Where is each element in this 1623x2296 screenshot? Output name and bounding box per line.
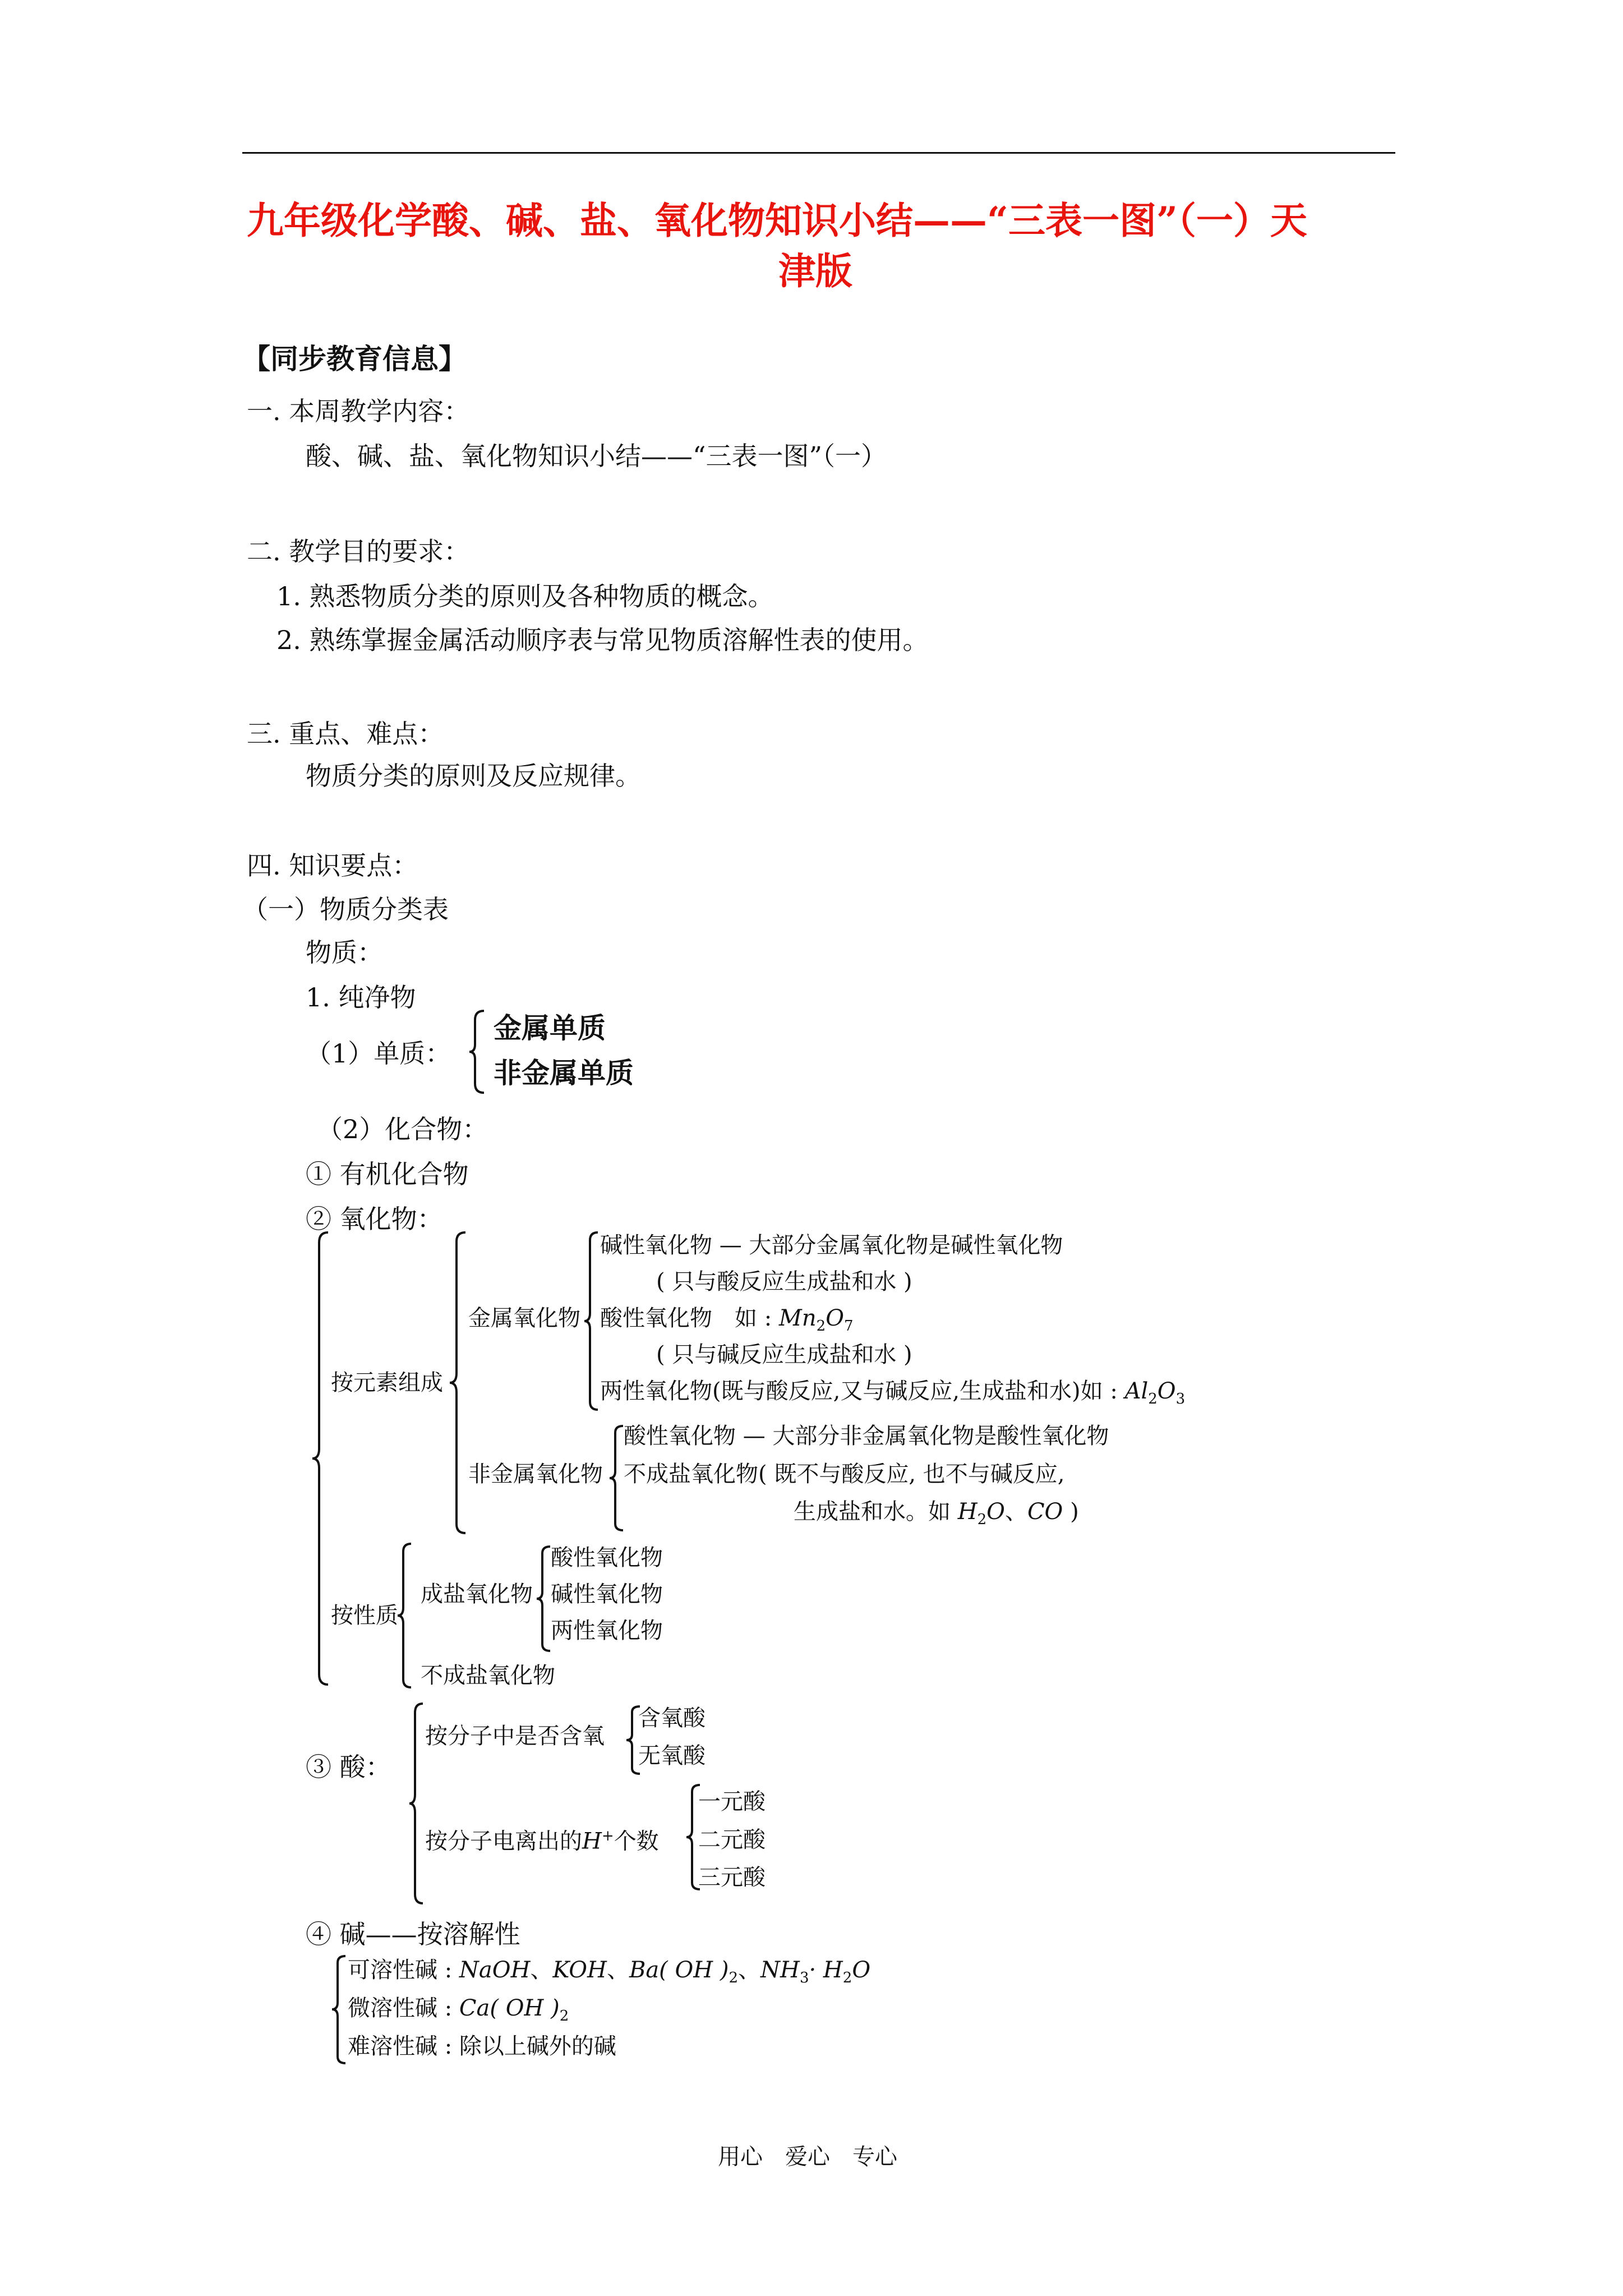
- formula-o: O: [826, 1305, 844, 1331]
- formula-baoh2: Ba( OH ): [629, 1957, 729, 1983]
- base-soluble-label: 可溶性碱 :: [348, 1957, 453, 1983]
- acid-by-h: [425, 1828, 659, 1855]
- base-insoluble-line: 难溶性碱 : 除以上碱外的碱: [348, 2033, 616, 2059]
- acid-by-h-post: 个数: [614, 1828, 659, 1855]
- s2-item-1: 1. 熟悉物质分类的原则及各种物质的概念。: [276, 581, 774, 611]
- elem-label: （1）单质：: [306, 1038, 451, 1069]
- amph-oxide-formula: [1124, 1378, 1186, 1407]
- nm-nonsalt-cont: [794, 1501, 1079, 1527]
- sf-item-basic: 碱性氧化物: [551, 1581, 663, 1607]
- formula-h: H: [957, 1499, 978, 1525]
- s3-body: 物质分类的原则及反应规律。: [306, 761, 641, 791]
- nm-nonsalt-line: 不成盐氧化物( 既不与酸反应, 也不与碱反应,: [624, 1461, 1065, 1487]
- formula-mn: Mn: [778, 1305, 817, 1331]
- doc-title-line1: 九年级化学酸、碱、盐、氧化物知识小结——“三表一图”（一）天: [247, 199, 1307, 242]
- doc-title-line2: 津版: [778, 249, 852, 293]
- formula-o2: O: [1157, 1378, 1176, 1404]
- base-slight-line: [348, 1997, 569, 2023]
- acid-by-oxygen: 按分子中是否含氧: [425, 1723, 605, 1749]
- h-item-di: 二元酸: [698, 1827, 766, 1853]
- acid-h-sup: +: [601, 1828, 614, 1844]
- nm-formula-h2o: [957, 1499, 1005, 1528]
- acid-main-brace: [408, 1703, 425, 1904]
- nm-sep: 、: [1004, 1499, 1027, 1525]
- formula-nh3-sub: 3: [799, 1970, 809, 1986]
- acidic-oxide-note: ( 只与碱反应生成盐和水 ): [656, 1342, 912, 1368]
- amph-oxide-line: [600, 1380, 1185, 1406]
- elem-item-metal: 金属单质: [494, 1011, 606, 1045]
- acid-label: ③ 酸：: [306, 1752, 391, 1782]
- s4-matter: 物质：: [306, 937, 383, 968]
- formula-h2: · H: [809, 1957, 843, 1983]
- base-slight-label: 微溶性碱 :: [348, 1995, 453, 2021]
- s2-item-2: 2. 熟练掌握金属活动顺序表与常见物质溶解性表的使用。: [276, 625, 929, 655]
- formula-h2o-end: O: [852, 1957, 871, 1983]
- formula-nh3: NH: [760, 1957, 800, 1983]
- nonmetal-oxide-label: 非金属氧化物: [468, 1461, 603, 1487]
- organic-label: ① 有机化合物: [306, 1159, 469, 1189]
- metal-oxide-label: 金属氧化物: [468, 1305, 580, 1331]
- basic-oxide-line: 碱性氧化物 — 大部分金属氧化物是碱性氧化物: [600, 1232, 1063, 1258]
- salt-forming-label: 成盐氧化物: [421, 1581, 533, 1607]
- s3-heading: 三. 重点、难点：: [247, 719, 444, 749]
- by-element-label: 按元素组成: [331, 1370, 443, 1396]
- salt-forming-brace: [536, 1545, 552, 1652]
- base-soluble-line: [348, 1959, 870, 1985]
- base-heading: ④ 碱——按溶解性: [306, 1919, 520, 1949]
- page-footer: 用心 爱心 专心: [718, 2144, 897, 2170]
- nm-acidic-line: 酸性氧化物 — 大部分非金属氧化物是酸性氧化物: [624, 1423, 1109, 1449]
- oxide-label: ② 氧化物：: [306, 1204, 443, 1234]
- formula-caoh2: Ca( OH ): [459, 1995, 560, 2021]
- section-header: 【同步教育信息】: [242, 342, 467, 375]
- acidic-oxide-formula: [778, 1305, 854, 1335]
- formula-al-sub: 2: [1148, 1391, 1158, 1407]
- oxy-item-nonoxy: 无氧酸: [638, 1743, 706, 1769]
- s1-heading: 一. 本周教学内容：: [247, 396, 470, 426]
- nm-nonsalt-cont-text: 生成盐和水。如: [794, 1499, 951, 1525]
- s4-sub1: （一）物质分类表: [242, 894, 449, 924]
- non-salt-label: 不成盐氧化物: [421, 1663, 555, 1688]
- sf-item-acidic: 酸性氧化物: [551, 1545, 663, 1571]
- header-rule: [242, 152, 1395, 154]
- basic-oxide-note: ( 只与酸反应生成盐和水 ): [656, 1269, 912, 1295]
- formula-al: Al: [1124, 1378, 1149, 1404]
- formula-baoh2-sub: 2: [728, 1970, 739, 1986]
- by-property-label: 按性质: [331, 1603, 398, 1628]
- s2-heading: 二. 教学目的要求：: [247, 536, 470, 567]
- base-sep-2: 、: [606, 1957, 629, 1983]
- formula-mn-sub: 2: [816, 1318, 826, 1335]
- formula-h-sub: 2: [977, 1511, 987, 1528]
- formula-h2-sub: 2: [842, 1970, 852, 1986]
- s4-heading: 四. 知识要点：: [247, 850, 418, 881]
- acidic-oxide-line: [600, 1307, 854, 1333]
- formula-caoh2-sub: 2: [559, 2008, 569, 2024]
- acid-h-symbol: H: [582, 1828, 602, 1855]
- h-item-tri: 三元酸: [698, 1865, 766, 1890]
- formula-naoh: NaOH: [459, 1957, 531, 1983]
- formula-o2-sub: 3: [1175, 1391, 1186, 1407]
- sf-item-amph: 两性氧化物: [551, 1618, 663, 1644]
- h-item-mono: 一元酸: [698, 1789, 766, 1815]
- elem-item-nonmetal: 非金属单质: [494, 1056, 634, 1089]
- oxide-main-brace: [311, 1231, 331, 1686]
- formula-koh: KOH: [552, 1957, 607, 1983]
- nonmetal-oxide-brace: [608, 1425, 625, 1531]
- formula-h2o-o: O: [986, 1499, 1005, 1525]
- by-element-brace: [449, 1231, 468, 1534]
- amph-oxide-label: 两性氧化物(既与酸反应,又与碱反应,生成盐和水)如 :: [600, 1378, 1118, 1404]
- s1-body: 酸、碱、盐、氧化物知识小结——“三表一图”（一）: [306, 441, 887, 471]
- base-sep-3: 、: [738, 1957, 761, 1983]
- s4-pure: 1. 纯净物: [306, 982, 416, 1013]
- nm-close: ): [1070, 1499, 1079, 1525]
- compound-label: （2）化合物：: [317, 1114, 488, 1144]
- oxy-item-oxyacid: 含氧酸: [638, 1705, 706, 1731]
- elem-brace: [468, 1010, 491, 1094]
- metal-oxide-brace: [583, 1231, 600, 1411]
- base-brace: [331, 1955, 348, 2064]
- formula-o-sub: 7: [843, 1318, 854, 1335]
- acid-by-h-pre: 按分子电离出的: [425, 1828, 582, 1855]
- by-property-brace: [396, 1543, 413, 1688]
- base-sep-1: 、: [530, 1957, 553, 1983]
- acidic-oxide-label: 酸性氧化物 如 :: [600, 1305, 772, 1331]
- nm-formula-co: CO: [1027, 1499, 1063, 1525]
